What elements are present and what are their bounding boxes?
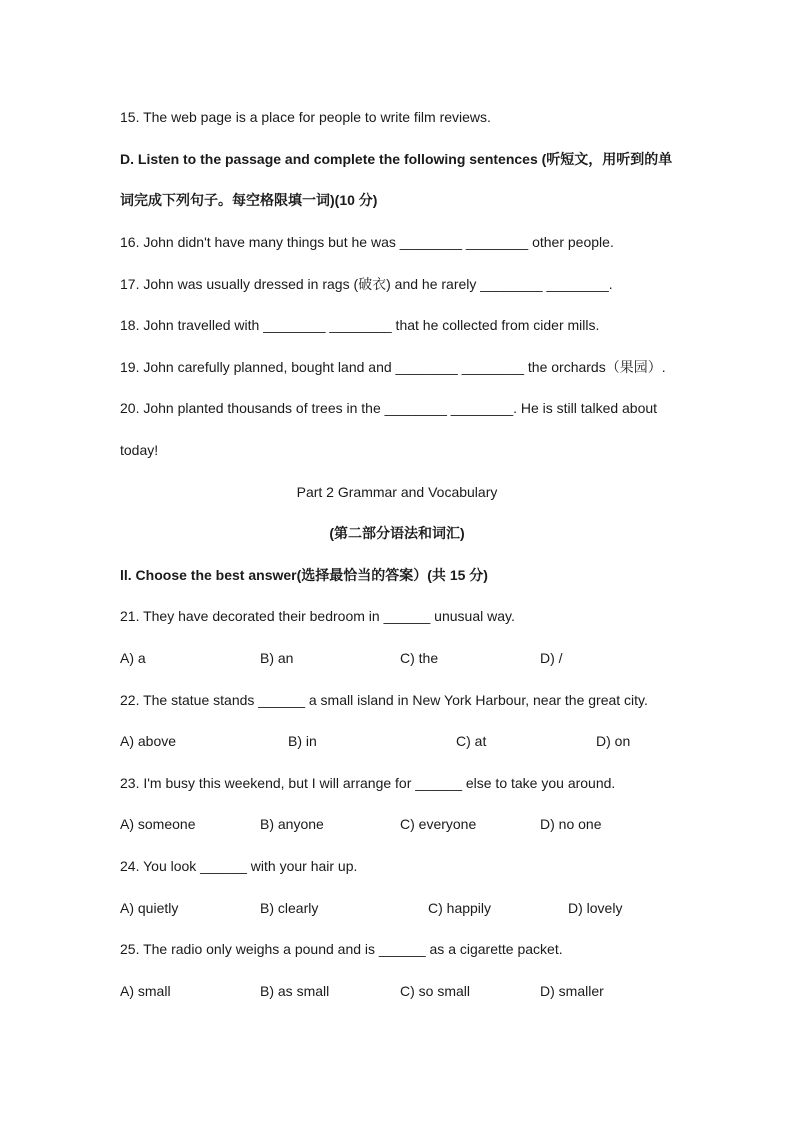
- q25-option-d: D) smaller: [540, 983, 604, 999]
- q21-option-d: D) /: [540, 650, 563, 666]
- section-d-heading-cont: 词完成下列句子。每空格限填一词)(10 分): [120, 192, 378, 208]
- q24-option-b: B) clearly: [260, 900, 319, 916]
- section-d-heading: D. Listen to the passage and complete the following sentences (听短文，用听到的单: [120, 151, 673, 167]
- question-16: 16. John didn't have many things but he was ________ ________ other people.: [120, 234, 614, 250]
- question-20-cont: today!: [120, 442, 159, 458]
- question-21: 21. They have decorated their bedroom in ______ unusual way.: [120, 608, 515, 624]
- part2-title: Part 2 Grammar and Vocabulary: [296, 484, 498, 500]
- question-19: 19. John carefully planned, bought land and ________ ________ the orchards（果园）.: [120, 359, 666, 375]
- q23-option-b: B) anyone: [260, 816, 324, 832]
- question-17: 17. John was usually dressed in rags (破衣) and he rarely ________ ________.: [120, 276, 613, 292]
- q21-option-b: B) an: [260, 650, 294, 666]
- q22-option-b: B) in: [288, 733, 317, 749]
- question-15: 15. The web page is a place for people to write film reviews.: [120, 109, 491, 125]
- question-22: 22. The statue stands ______ a small island in New York Harbour, near the great city.: [120, 692, 648, 708]
- q25-option-b: B) as small: [260, 983, 330, 999]
- q21-option-a: A) a: [120, 650, 146, 666]
- part2-subtitle: (第二部分语法和词汇): [329, 525, 465, 541]
- q25-option-a: A) small: [120, 983, 171, 999]
- question-25: 25. The radio only weighs a pound and is ______ as a cigarette packet.: [120, 941, 563, 957]
- q23-option-a: A) someone: [120, 816, 196, 832]
- q24-option-c: C) happily: [428, 900, 492, 916]
- section-ii-heading: ll. Choose the best answer(选择最恰当的答案）(共 15 分): [120, 567, 488, 583]
- question-23: 23. I'm busy this weekend, but I will arrange for ______ else to take you around.: [120, 775, 616, 791]
- question-18: 18. John travelled with ________ ________ that he collected from cider mills.: [120, 317, 600, 333]
- q24-option-d: D) lovely: [568, 900, 623, 916]
- question-20: 20. John planted thousands of trees in the ________ ________. He is still talked about: [120, 400, 658, 416]
- q22-option-c: C) at: [456, 733, 487, 749]
- q21-option-c: C) the: [400, 650, 439, 666]
- q22-option-d: D) on: [596, 733, 631, 749]
- question-24: 24. You look ______ with your hair up.: [120, 858, 358, 874]
- q23-option-c: C) everyone: [400, 816, 477, 832]
- q23-option-d: D) no one: [540, 816, 602, 832]
- q22-option-a: A) above: [120, 733, 177, 749]
- q25-option-c: C) so small: [400, 983, 471, 999]
- q24-option-a: A) quietly: [120, 900, 179, 916]
